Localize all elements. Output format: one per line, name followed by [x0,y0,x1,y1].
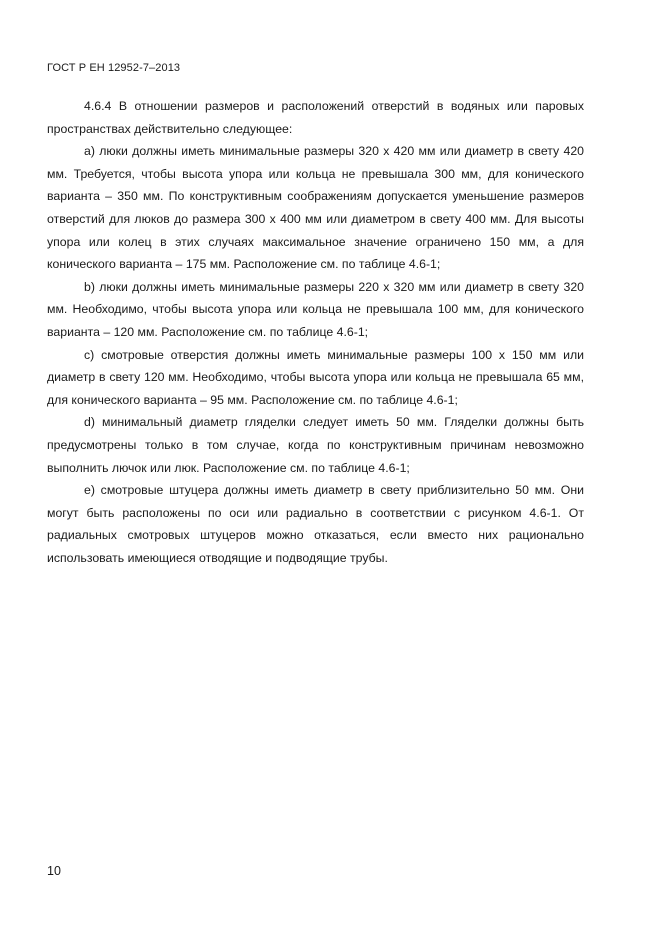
document-body [47,95,584,569]
clause-item-b: b) люки должны иметь минимальные размеры 220 x 320 мм или диаметр в свету 320 мм. Необходимо, чтобы высота упора или кольца не превышала 100 мм, для конического варианта – 120 мм. Расположение см. по таблице 4.6-1; [47,279,584,339]
page-number: 10 [47,864,61,878]
standard-header: ГОСТ Р ЕН 12952-7–2013 [47,62,181,74]
clause-4-6-4-intro: 4.6.4 В отношении размеров и расположений отверстий в водяных или паровых пространствах действительно следующее: [47,99,584,136]
clause-item-c: c) смотровые отверстия должны иметь минимальные размеры 100 x 150 мм или диаметр в свету 120 мм. Необходимо, чтобы высота упора или кольца не превышала 65 мм, для конического варианта – 95 мм. Расположение см. по таблице 4.6-1; [47,347,584,407]
clause-item-d: d) минимальный диаметр гляделки следует иметь 50 мм. Гляделки должны быть предусмотрены только в том случае, когда по конструктивным причинам невозможно выполнить лючок или люк. Расположение см. по таблице 4.6-1; [47,415,584,475]
clause-item-e: e) смотровые штуцера должны иметь диаметр в свету приблизительно 50 мм. Они могут быть расположены по оси или радиально в соответствии с рисунком 4.6-1. От радиальных смотровых штуцеров можно отказаться, если вместо них рационально использовать имеющиеся отводящие и подводящие трубы. [47,483,584,565]
clause-item-a: a) люки должны иметь минимальные размеры 320 x 420 мм или диаметр в свету 420 мм. Требуется, чтобы высота упора или кольца не превышала 300 мм, для конического варианта – 350 мм. По конструктивным соображениям допускается уменьшение размеров отверстий для люков до размера 300 x 400 мм или диаметром в свету 400 мм. Для высоты упора или колец в этих случаях максимальное значение ограничено 150 мм, а для конического варианта – 175 мм. Расположение см. по таблице 4.6-1; [47,144,584,272]
